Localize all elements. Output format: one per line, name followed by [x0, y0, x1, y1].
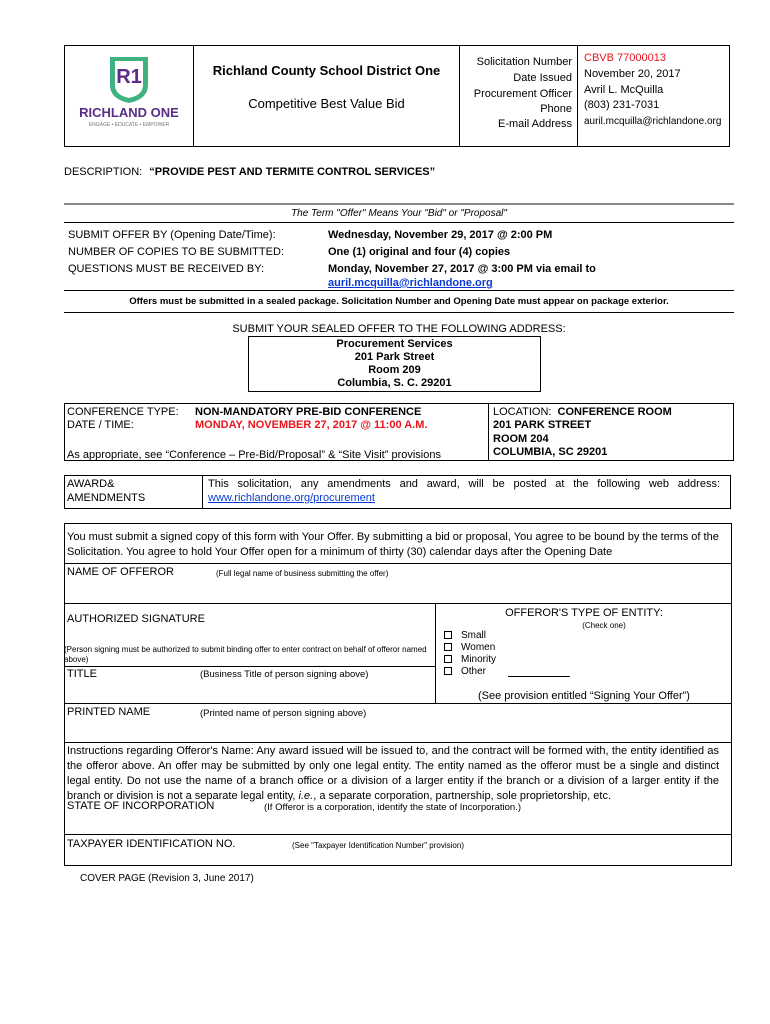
signature-label: AUTHORIZED SIGNATURE — [67, 613, 205, 625]
footer-revision: COVER PAGE (Revision 3, June 2017) — [80, 873, 254, 884]
intro-rule — [64, 563, 732, 564]
address-line: Procurement Services — [336, 338, 453, 350]
title-rule — [64, 703, 732, 704]
email-label: E-mail Address — [498, 118, 572, 130]
checkbox-icon — [444, 643, 452, 651]
date-issued-label: Date Issued — [513, 72, 572, 84]
solicitation-number-label: Solicitation Number — [476, 56, 572, 68]
offeror-intro: You must submit a signed copy of this form with Your Offer. By submitting a bid or proposal, You agree to be bound by the terms of the Solicitation. You agree to hold Your Offer open for a minimum of thirty (30) calendar days after the Opening Date — [67, 531, 719, 558]
signature-input[interactable] — [64, 627, 435, 643]
signature-rule — [64, 666, 435, 667]
term-underline — [64, 222, 734, 223]
checkbox-icon — [444, 667, 452, 675]
description-label: DESCRIPTION: — [64, 166, 143, 178]
location-line: CONFERENCE ROOM — [557, 406, 672, 418]
procurement-officer-label: Procurement Officer — [473, 88, 572, 100]
date-issued-value: November 20, 2017 — [584, 68, 681, 80]
printed-name-label: PRINTED NAME — [67, 706, 151, 718]
logo-name: RICHLAND ONE — [79, 105, 179, 120]
submit-by-label: SUBMIT OFFER BY (Opening Date/Time): — [68, 229, 276, 241]
award-label-2: AMENDMENTS — [67, 492, 146, 504]
entity-option-label: Women — [461, 642, 496, 653]
entity-heading: OFFEROR'S TYPE OF ENTITY: — [505, 607, 663, 619]
printed-name-hint: (Printed name of person signing above) — [200, 708, 367, 719]
printed-rule — [64, 742, 732, 743]
entity-option-label: Other — [461, 666, 487, 677]
procurement-officer-value: Avril L. McQuilla — [584, 84, 664, 96]
address-line: Columbia, S. C. 29201 — [337, 377, 452, 389]
entity-option-label: Small — [461, 630, 487, 641]
state-label: STATE OF INCORPORATION — [67, 800, 215, 812]
tin-input[interactable] — [64, 852, 732, 865]
submission-rule — [64, 290, 734, 291]
offeror-name-input[interactable] — [64, 580, 732, 603]
address-heading: SUBMIT YOUR SEALED OFFER TO THE FOLLOWING ADDRESS: — [232, 323, 566, 335]
header-divider-3 — [577, 45, 578, 147]
instructions-text-end: , a separate corporation, partnership, sole proprietorship, etc. — [313, 790, 612, 802]
signature-hint: (Person signing must be authorized to submit binding offer to enter contract on behalf of offeror named above) — [64, 645, 427, 664]
district-logo — [66, 55, 192, 137]
award-text: This solicitation, any amendments and award, will be posted at the following web address: — [208, 478, 720, 490]
email-value: auril.mcquilla@richlandone.org — [584, 116, 722, 127]
address-line: 201 Park Street — [354, 351, 435, 363]
solicitation-number-value: CBVB 77000013 — [584, 52, 666, 64]
location — [493, 406, 672, 418]
conference-provisions: As appropriate, see “Conference – Pre-Bid/Proposal” & “Site Visit” provisions — [67, 449, 441, 461]
name-rule — [64, 603, 732, 604]
entity-note: (See provision entitled “Signing Your Offer”) — [478, 690, 690, 702]
submit-by-value: Wednesday, November 29, 2017 @ 2:00 PM — [328, 229, 553, 241]
tin-label: TAXPAYER IDENTIFICATION NO. — [67, 838, 236, 850]
logo-monogram: R1 — [116, 66, 142, 88]
phone-value: (803) 231-7031 — [584, 99, 660, 111]
offeror-name-hint: (Full legal name of business submitting the offer) — [216, 569, 389, 578]
term-note: The Term "Offer" Means Your "Bid" or "Proposal" — [291, 208, 507, 219]
title-hint: (Business Title of person signing above) — [200, 669, 369, 680]
entity-option-label: Minority — [461, 654, 497, 665]
state-rule — [64, 834, 732, 835]
entity-option-small[interactable] — [444, 630, 486, 641]
location-label: LOCATION: — [493, 406, 552, 418]
questions-email-link[interactable]: auril.mcquilla@richlandone.org — [328, 277, 493, 289]
award-divider — [202, 475, 203, 509]
offeror-instructions — [67, 744, 719, 804]
printed-name-input[interactable] — [64, 720, 732, 742]
tin-hint: (See "Taxpayer Identification Number" provision) — [292, 841, 464, 850]
term-rule — [64, 203, 734, 205]
bid-type: Competitive Best Value Bid — [248, 96, 405, 111]
conference-date-label: DATE / TIME: — [67, 419, 134, 431]
checkbox-icon — [444, 655, 452, 663]
state-hint: (If Offeror is a corporation, identify the state of Incorporation.) — [264, 802, 521, 813]
description-text: “PROVIDE PEST AND TERMITE CONTROL SERVICES” — [149, 166, 436, 178]
description — [64, 166, 435, 178]
offeror-name-label: NAME OF OFFEROR — [67, 566, 174, 578]
entity-check-note: (Check one) — [582, 621, 626, 630]
location-line: ROOM 204 — [493, 433, 549, 445]
entity-option-minority[interactable] — [444, 654, 496, 665]
entity-option-women[interactable] — [444, 642, 495, 653]
header-divider-2 — [459, 45, 460, 147]
conference-date-value: MONDAY, NOVEMBER 27, 2017 @ 11:00 A.M. — [195, 419, 428, 431]
location-line: 201 PARK STREET — [493, 419, 592, 431]
procurement-url-link[interactable]: www.richlandone.org/procurement — [208, 492, 375, 504]
state-input[interactable] — [64, 814, 732, 834]
conference-type-value: NON-MANDATORY PRE-BID CONFERENCE — [195, 406, 422, 418]
logo-tagline: ENGAGE • EDUCATE • EMPOWER — [88, 122, 170, 128]
entity-option-other[interactable] — [444, 666, 486, 677]
checkbox-icon — [444, 631, 452, 639]
instructions-ie: i.e. — [298, 790, 314, 802]
address-line: Room 209 — [368, 364, 421, 376]
title-label: TITLE — [67, 668, 97, 680]
sealed-note: Offers must be submitted in a sealed package. Solicitation Number and Opening Date must appear on package exterior. — [129, 296, 669, 307]
sealed-rule — [64, 312, 734, 313]
entity-other-line — [508, 676, 570, 677]
location-line: COLUMBIA, SC 29201 — [493, 446, 608, 458]
copies-value: One (1) original and four (4) copies — [328, 246, 511, 258]
district-name: Richland County School District One — [212, 63, 441, 78]
questions-label: QUESTIONS MUST BE RECEIVED BY: — [68, 263, 265, 275]
instructions-text: Instructions regarding Offeror's Name: Any award issued will be issued to, and the contract will be formed with, the entity identified as the offeror above. An offer may be submitted by only one legal entity. The entity named as the offeror must be a single and distinct legal entity. Do not use the name of a branch office or a division of a larger entity if the branch or a division of a larger entity if the branch or division is not a separate legal entity, — [67, 745, 719, 802]
award-label-1: AWARD& — [67, 478, 115, 490]
phone-label: Phone — [540, 103, 572, 115]
title-input[interactable] — [64, 682, 435, 702]
questions-value: Monday, November 27, 2017 @ 3:00 PM via email to — [328, 263, 596, 275]
conference-type-label: CONFERENCE TYPE: — [67, 406, 179, 418]
conference-divider — [488, 403, 489, 461]
copies-label: NUMBER OF COPIES TO BE SUBMITTED: — [68, 246, 284, 258]
